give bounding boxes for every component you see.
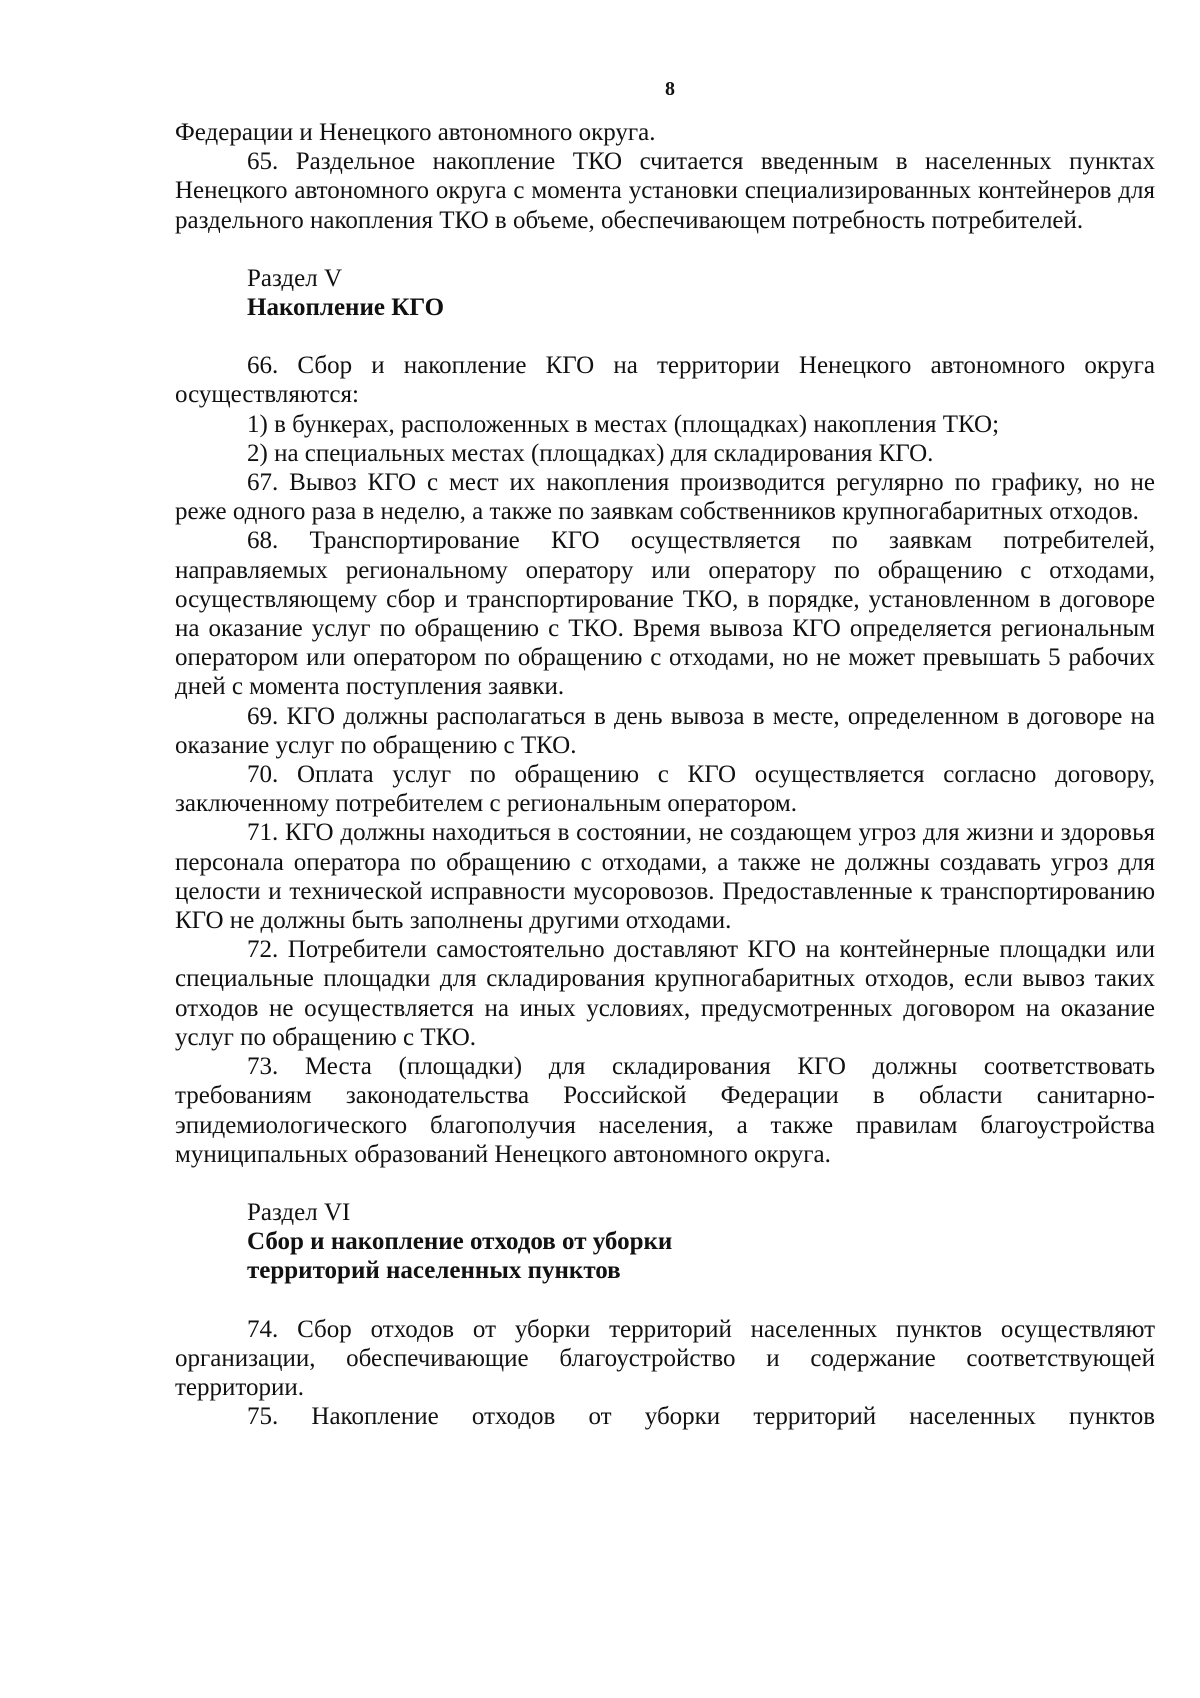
list-item-1: 1) в бункерах, расположенных в местах (площадках) накопления ТКО; (247, 410, 1000, 438)
section-6-title-line-1: Сбор и накопление отходов от уборки (247, 1228, 673, 1256)
paragraph-continuation: Федерации и Ненецкого автономного округа. (175, 119, 656, 146)
paragraph-66: 66. Сбор и накопление КГО на территории Ненецкого автономного округа осуществляются: (175, 352, 1155, 409)
section-6-title-line-2: территорий населенных пунктов (247, 1257, 621, 1285)
paragraph-74: 74. Сбор отходов от уборки территорий населенных пунктов осуществляют организации, обеспечивающие благоустройство и содержание соответствующей территории. (175, 1315, 1155, 1401)
paragraph-65: 65. Раздельное накопление ТКО считается введенным в населенных пунктах Ненецкого автономного округа с момента установки специализированных контейнеров для раздельного накопления ТКО в объеме, обеспечивающем потребность потребителей. (175, 148, 1155, 234)
section-5-number: Раздел V (247, 264, 343, 292)
section-5-heading (175, 264, 1155, 322)
document-body (175, 118, 1155, 1431)
paragraph-75: 75. Накопление отходов от уборки территорий населенных пунктов (247, 1403, 1155, 1431)
paragraph-73: 73. Места (площадки) для складирования КГО должны соответствовать требованиям законодательства Российской Федерации в области санитарно-эпидемиологического благополучия населения, а также правилам благоустройства муниципальных образований Ненецкого автономного округа. (175, 1053, 1155, 1168)
section-5-title: Накопление КГО (247, 294, 445, 322)
section-6-number: Раздел VI (247, 1198, 351, 1226)
paragraph-72: 72. Потребители самостоятельно доставляют КГО на контейнерные площадки или специальные площадки для складирования крупногабаритных отходов, если вывоз таких отходов не осуществляется на иных условиях, предусмотренных договором на оказание услуг по обращению с ТКО. (175, 936, 1155, 1051)
paragraph-68: 68. Транспортирование КГО осуществляется по заявкам потребителей, направляемых региональному оператору или оператору по обращению с отходами, осуществляющему сбор и транспортирование ТКО, в порядке, установленном в договоре на оказание услуг по обращению с ТКО. Время вывоза КГО определяется региональным оператором или оператором по обращению с отходами, но не может превышать 5 рабочих дней с момента поступления заявки. (175, 527, 1155, 701)
paragraph-67: 67. Вывоз КГО с мест их накопления производится регулярно по графику, но не реже одного раза в неделю, а также по заявкам собственников крупногабаритных отходов. (175, 469, 1155, 526)
paragraph-71: 71. КГО должны находиться в состоянии, не создающем угроз для жизни и здоровья персонала оператора по обращению с отходами, а также не должны создавать угроз для целости и технической исправности мусоровозов. Предоставленные к транспортированию КГО не должны быть заполнены другими отходами. (175, 819, 1155, 935)
paragraph-69: 69. КГО должны располагаться в день вывоза в месте, определенном в договоре на оказание услуг по обращению с ТКО. (175, 702, 1155, 759)
page-number: 8 (665, 78, 675, 100)
paragraph-70: 70. Оплата услуг по обращению с КГО осуществляется согласно договору, заключенному потребителем с региональным оператором. (175, 761, 1155, 818)
list-item-2: 2) на специальных местах (площадках) для складирования КГО. (247, 439, 934, 467)
section-6-heading (175, 1198, 1155, 1286)
